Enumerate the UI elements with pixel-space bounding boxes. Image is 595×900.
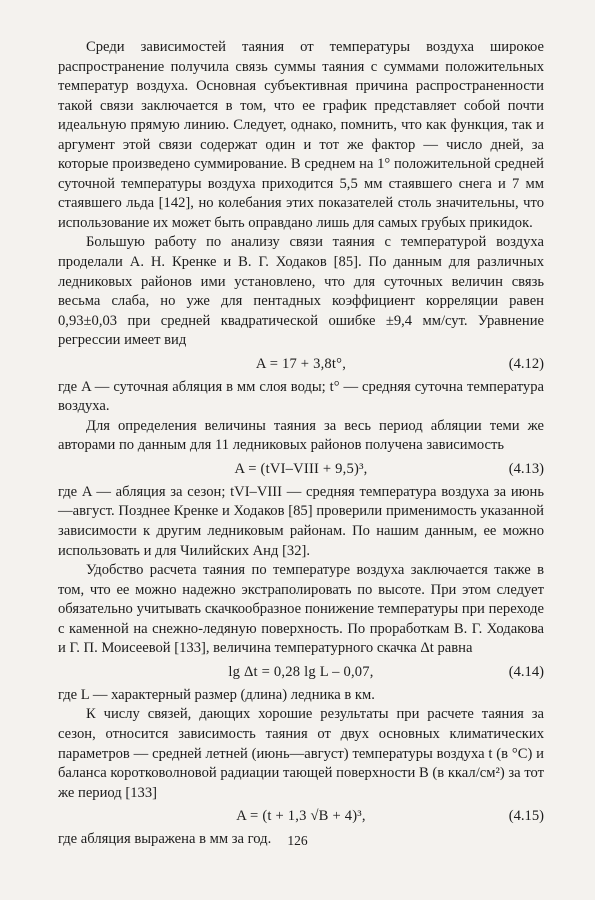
formula-expression: A = (t + 1,3 √B + 4)³, (236, 808, 366, 825)
formula-number: (4.13) (508, 460, 544, 477)
formula-number: (4.14) (508, 663, 544, 680)
formula-expression: A = (tVI–VIII + 9,5)³, (234, 460, 368, 477)
formula-number: (4.12) (508, 355, 544, 372)
paragraph-6: Удобство расчета таяния по температуре воздуха заключается также в том, что ее можно надежно экстраполировать по высоте. При этом следует обязательно учитывать скачкообразное понижение температуры при переходе с каменной на снежно-ледяную поверхность. По проработкам В. Г. Ходакова и Г. П. Моисеевой [133], величина температурного скачка Δt равна (58, 562, 544, 657)
paragraph-1: Среди зависимостей таяния от температуры воздуха широкое распространение получила связь суммы таяния с суммами положительных температур воздуха. Основная субъективная причина распространенности такой связи заключается в том, что ее график представляет собой почти идеальную прямую линию. Следует, однако, помнить, что как функция, так и аргумент этой связи содержат один и тот же фактор — число дней, за которые произведено суммирование. В среднем на 1° положительной средней суточной температуры воздуха приходится 5,5 мм стаявшего снега и 7 мм стаявшего льда [142], но колебания этих показателей столь значительны, что использование их может быть оправдано лишь для самых грубых прикидок. (58, 39, 544, 231)
paragraph-9: где абляция выражена в мм за год. (58, 831, 272, 848)
formula-expression: lg Δt = 0,28 lg L – 0,07, (228, 663, 374, 680)
formula-4-12 (58, 351, 544, 378)
paragraph-3: где A — суточная абляция в мм слоя воды; t° — средняя суточна температура воздуха. (58, 378, 544, 415)
paragraph-5: где A — абляция за сезон; tVI–VIII — средняя температура воздуха за июнь—август. Позднее Кренке и Ходаков [85] проверили применимость указанной зависимости к другим ледниковым районам. По нашим данным, ее можно использовать и для Чилийских Анд [32]. (58, 483, 544, 559)
paragraph-7: где L — характерный размер (длина) ледника в км. (58, 686, 375, 703)
formula-expression: A = 17 + 3,8t°, (255, 355, 347, 372)
paragraph-8: К числу связей, дающих хорошие результаты при расчете таяния за сезон, относится зависимость таяния от двух основных климатических параметров — средней летней (июнь—август) температуры воздуха t (в °С) и баланса коротковолновой радиации тающей поверхности B (в ккал/см²) за тот же период [133] (58, 706, 544, 801)
formula-4-14 (58, 659, 544, 686)
formula-4-15 (58, 803, 544, 830)
paragraph-2: Большую работу по анализу связи таяния с температурой воздуха проделали А. Н. Кренке и В. Г. Ходаков [85]. По данным для различных ледниковых районов ими установлено, что для суточных величин связь весьма слаба, но уже для пентадных коэффициент корреляции равен 0,93±0,03 при средней квадратической ошибке ±9,4 мм/сут. Уравнение регрессии имеет вид (58, 234, 544, 349)
page-body (58, 38, 544, 850)
paragraph-4: Для определения величины таяния за весь период абляции теми же авторами по данным для 11 ледниковых районов получена зависимость (58, 417, 544, 454)
page-number: 126 (287, 833, 308, 848)
formula-number: (4.15) (508, 808, 544, 825)
formula-4-13 (58, 456, 544, 483)
